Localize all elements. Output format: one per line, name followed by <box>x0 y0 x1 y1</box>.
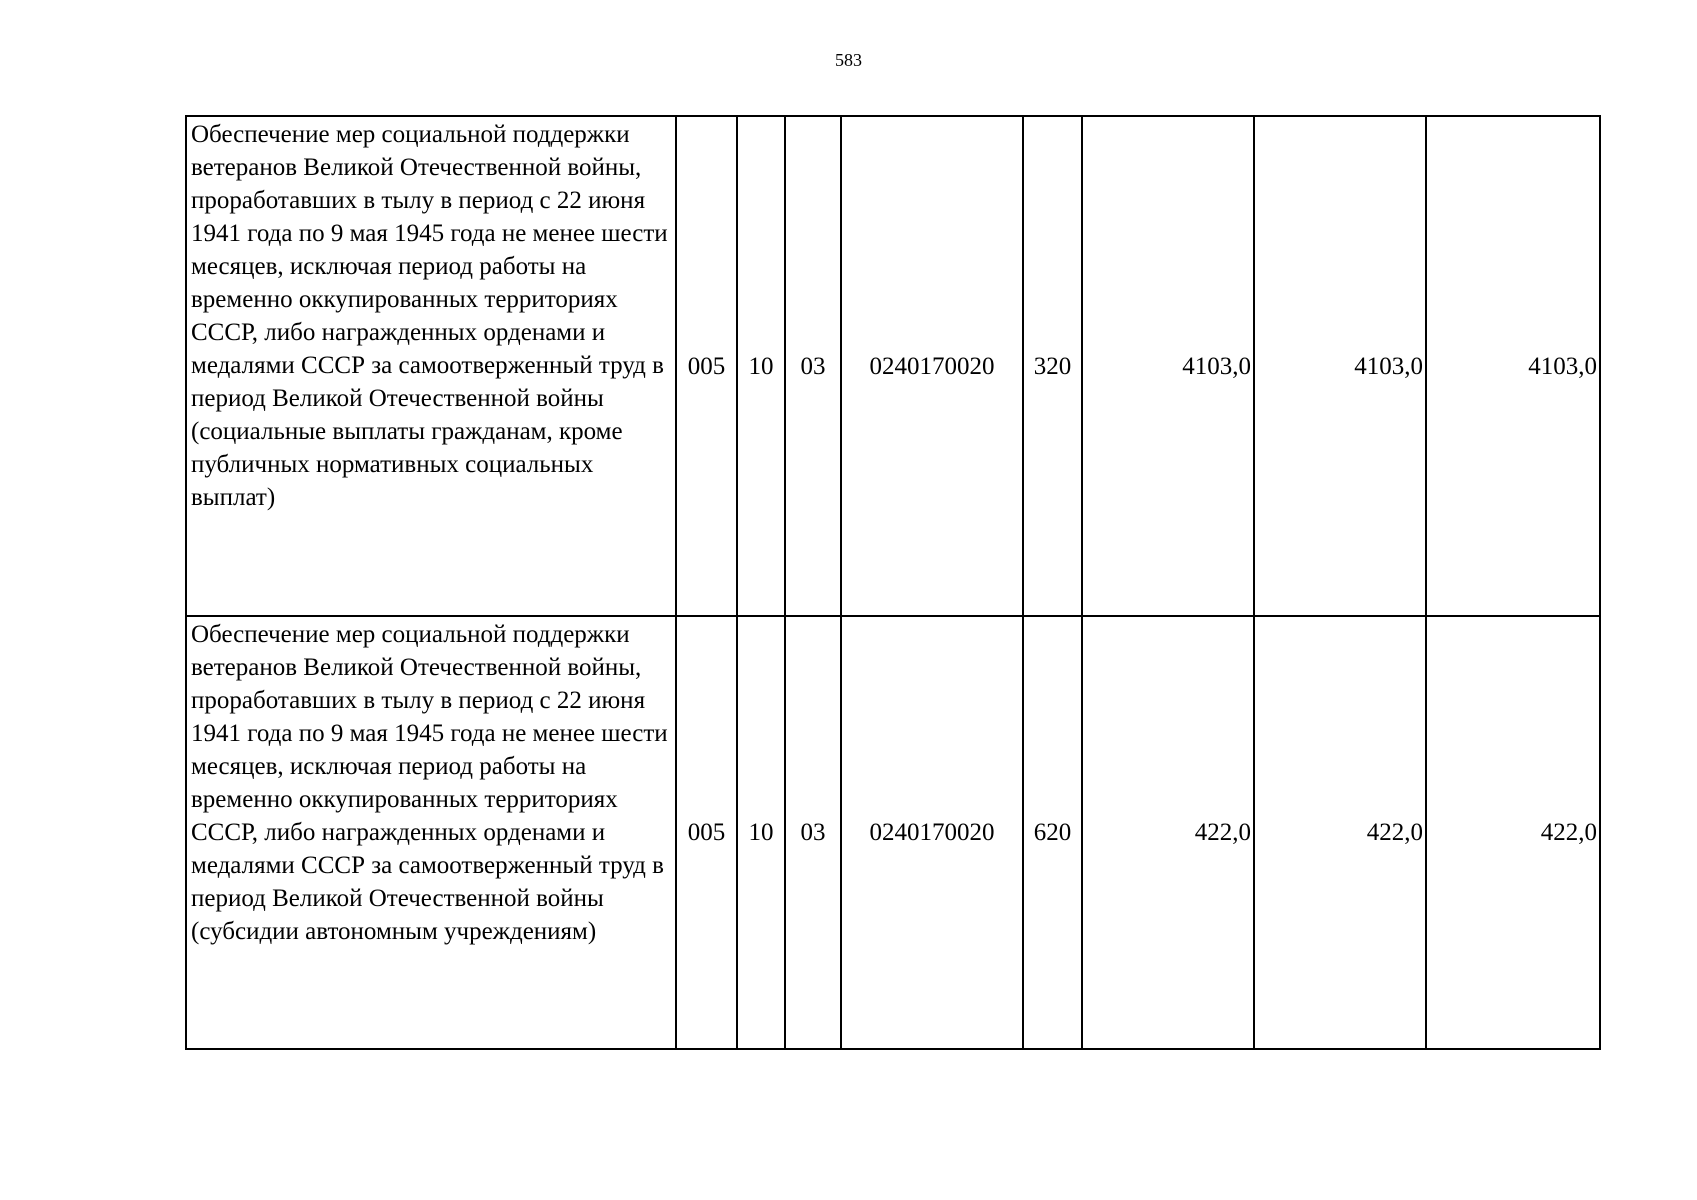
expense-type-code: 320 <box>1023 116 1082 616</box>
table-row <box>186 116 1600 616</box>
amount-year-3: 422,0 <box>1426 616 1600 1049</box>
row-description: Обеспечение мер социальной поддержки ветеранов Великой Отечественной войны, проработавших в тылу в период с 22 июня 1941 года по 9 мая 1945 года не менее шести месяцев, исключая период работы на временно оккупированных территориях СССР, либо награжденных орденами и медалями СССР за самоотверженный труд в период Великой Отечественной войны (социальные выплаты гражданам, кроме публичных нормативных социальных выплат) <box>186 116 676 616</box>
amount-year-2: 422,0 <box>1254 616 1426 1049</box>
section-code: 10 <box>737 616 785 1049</box>
subsection-code: 03 <box>785 116 841 616</box>
budget-table <box>185 115 1601 1050</box>
section-code: 10 <box>737 116 785 616</box>
row-description: Обеспечение мер социальной поддержки ветеранов Великой Отечественной войны, проработавших в тылу в период с 22 июня 1941 года по 9 мая 1945 года не менее шести месяцев, исключая период работы на временно оккупированных территориях СССР, либо награжденных орденами и медалями СССР за самоотверженный труд в период Великой Отечественной войны (субсидии автономным учреждениям) <box>186 616 676 1049</box>
subsection-code: 03 <box>785 616 841 1049</box>
ministry-code: 005 <box>676 616 737 1049</box>
amount-year-1: 4103,0 <box>1082 116 1254 616</box>
amount-year-1: 422,0 <box>1082 616 1254 1049</box>
target-article-code: 0240170020 <box>841 616 1023 1049</box>
page-number: 583 <box>835 50 862 70</box>
table-row <box>186 616 1600 1049</box>
expense-type-code: 620 <box>1023 616 1082 1049</box>
target-article-code: 0240170020 <box>841 116 1023 616</box>
ministry-code: 005 <box>676 116 737 616</box>
amount-year-3: 4103,0 <box>1426 116 1600 616</box>
amount-year-2: 4103,0 <box>1254 116 1426 616</box>
